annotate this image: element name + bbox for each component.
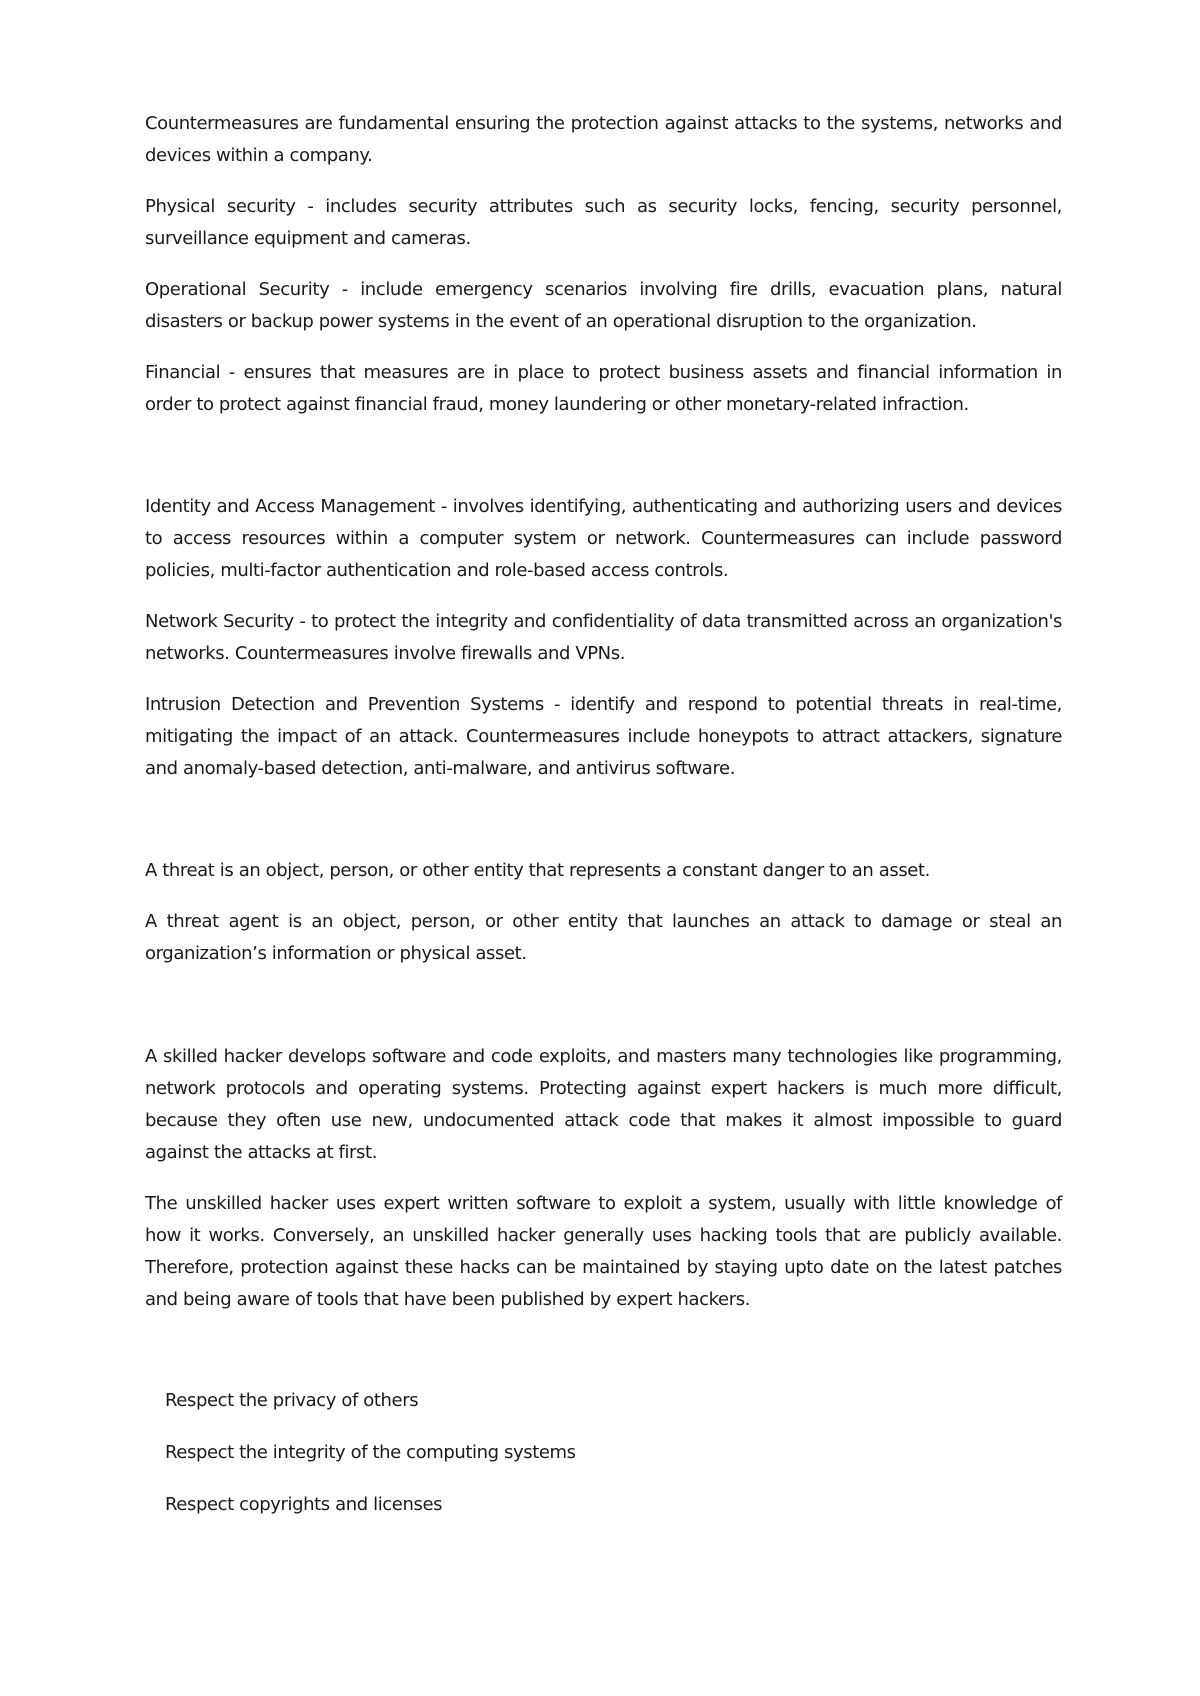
paragraph-threat-agent: A threat agent is an object, person, or other entity that launches an attack to damage or steal an organization’s information or physical asset. bbox=[145, 911, 1062, 964]
list-item-integrity: Respect the integrity of the computing systems bbox=[165, 1442, 576, 1463]
paragraph-operational-security: Operational Security - include emergency scenarios involving fire drills, evacuation plans, natural disasters or backup power systems in the event of an operational disruption to the organization. bbox=[145, 279, 1062, 332]
paragraph-unskilled-hacker: The unskilled hacker uses expert written software to exploit a system, usually with little knowledge of how it works. Conversely, an unskilled hacker generally uses hacking tools that are publicly available. Therefore, protection against these hacks can be maintained by staying upto date on the latest patches and being aware of tools that have been published by expert hackers. bbox=[145, 1193, 1062, 1310]
paragraph-physical-security: Physical security - includes security attributes such as security locks, fencing, security personnel, surveillance equipment and cameras. bbox=[145, 196, 1062, 249]
paragraph-intrusion-detection: Intrusion Detection and Prevention Systems - identify and respond to potential threats in real-time, mitigating the impact of an attack. Countermeasures include honeypots to attract attackers, signature and anomaly-based detection, anti-malware, and antivirus software. bbox=[145, 694, 1062, 779]
paragraph-network-security: Network Security - to protect the integrity and confidentiality of data transmitted across an organization's networks. Countermeasures involve firewalls and VPNs. bbox=[145, 611, 1062, 664]
list-item-privacy: Respect the privacy of others bbox=[165, 1390, 419, 1411]
paragraph-financial: Financial - ensures that measures are in place to protect business assets and financial information in order to protect against financial fraud, money laundering or other monetary-related infraction. bbox=[145, 362, 1062, 415]
paragraph-identity-access-management: Identity and Access Management - involves identifying, authenticating and authorizing users and devices to access resources within a computer system or network. Countermeasures can include password policies, multi-factor authentication and role-based access controls. bbox=[145, 496, 1062, 581]
list-item-copyrights: Respect copyrights and licenses bbox=[165, 1494, 443, 1515]
paragraph-skilled-hacker: A skilled hacker develops software and code exploits, and masters many technologies like programming, network protocols and operating systems. Protecting against expert hackers is much more difficult, because they often use new, undocumented attack code that makes it almost impossible to guard against the attacks at first. bbox=[145, 1046, 1062, 1163]
paragraph-countermeasures-intro: Countermeasures are fundamental ensuring the protection against attacks to the systems, networks and devices within a company. bbox=[145, 113, 1062, 166]
paragraph-threat-definition: A threat is an object, person, or other entity that represents a constant danger to an asset. bbox=[145, 860, 930, 881]
